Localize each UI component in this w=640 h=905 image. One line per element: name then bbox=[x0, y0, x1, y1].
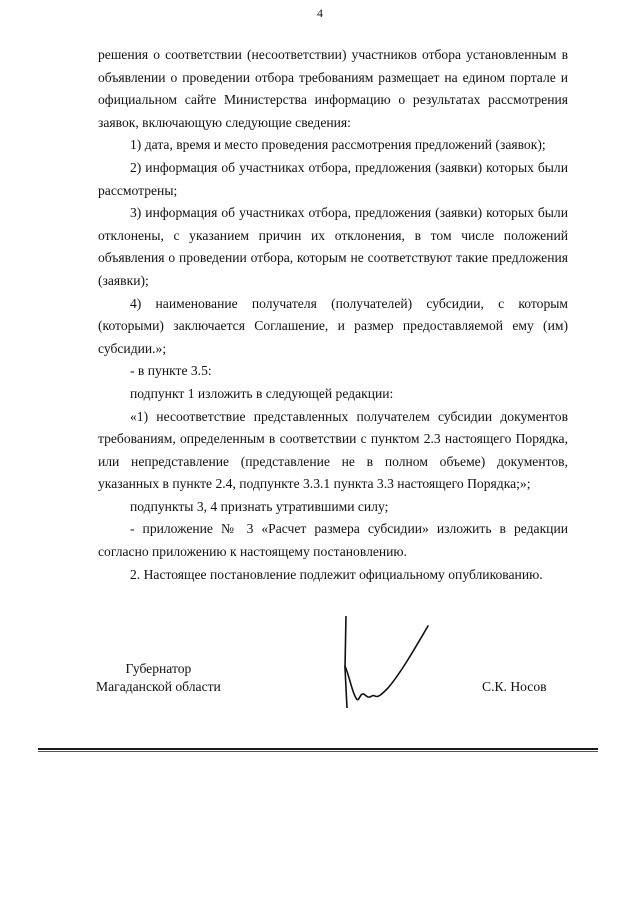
signer-position bbox=[96, 660, 221, 696]
signer-region: Магаданской области bbox=[96, 679, 221, 694]
paragraph-subclause-1: подпункт 1 изложить в следующей редакции: bbox=[130, 385, 394, 401]
list-item-4: 4) наименование получателя (получателей) субсидии, с которым (которыми) заключается Соглашение, и размер предоставляемой ему (им) субсидии.»; bbox=[98, 295, 568, 356]
signature-block bbox=[0, 660, 640, 740]
handwritten-signature bbox=[328, 608, 438, 718]
list-item-3: 3) информация об участниках отбора, предложения (заявки) которых были отклонены, с указанием причин их отклонения, в том числе положений объявления о проведении отбора, которым не соответствуют такие предложения (заявки); bbox=[98, 205, 568, 288]
list-item-1: 1) дата, время и место проведения рассмотрения предложений (заявок); bbox=[130, 137, 546, 153]
list-item-2: 2) информация об участниках отбора, предложения (заявки) которых были рассмотрены; bbox=[98, 159, 568, 198]
document-body bbox=[98, 44, 568, 586]
paragraph-appendix-3: - приложение № 3 «Расчет размера субсидии» изложить в редакции согласно приложению к настоящему постановлению. bbox=[98, 521, 568, 560]
paragraph-publication: 2. Настоящее постановление подлежит официальному опубликованию. bbox=[130, 566, 543, 582]
page-bottom-rule-thin bbox=[38, 751, 598, 752]
page-bottom-rule bbox=[38, 748, 598, 750]
signer-title: Губернатор bbox=[125, 661, 192, 676]
paragraph-results-publication: решения о соответствии (несоответствии) участников отбора установленным в объявлении о проведении отбора требованиям размещает на едином портале и официальном сайте Министерства информацию о результатах рассмотрения заявок, включающую следующие сведения: bbox=[98, 47, 568, 130]
paragraph-new-wording: «1) несоответствие представленных получателем субсидии документов требованиям, определенным в соответствии с пунктом 2.3 настоящего Порядка, или непредставление (представление не в полном объеме) документов, указанных в пункте 2.4, подпункте 3.3.1 пункта 3.3 настоящего Порядка;»; bbox=[98, 408, 568, 492]
paragraph-repealed: подпункты 3, 4 признать утратившими силу; bbox=[130, 498, 389, 514]
paragraph-clause-3-5: - в пункте 3.5: bbox=[130, 363, 212, 379]
signer-name: С.К. Носов bbox=[482, 679, 547, 694]
page-number: 4 bbox=[317, 6, 323, 20]
